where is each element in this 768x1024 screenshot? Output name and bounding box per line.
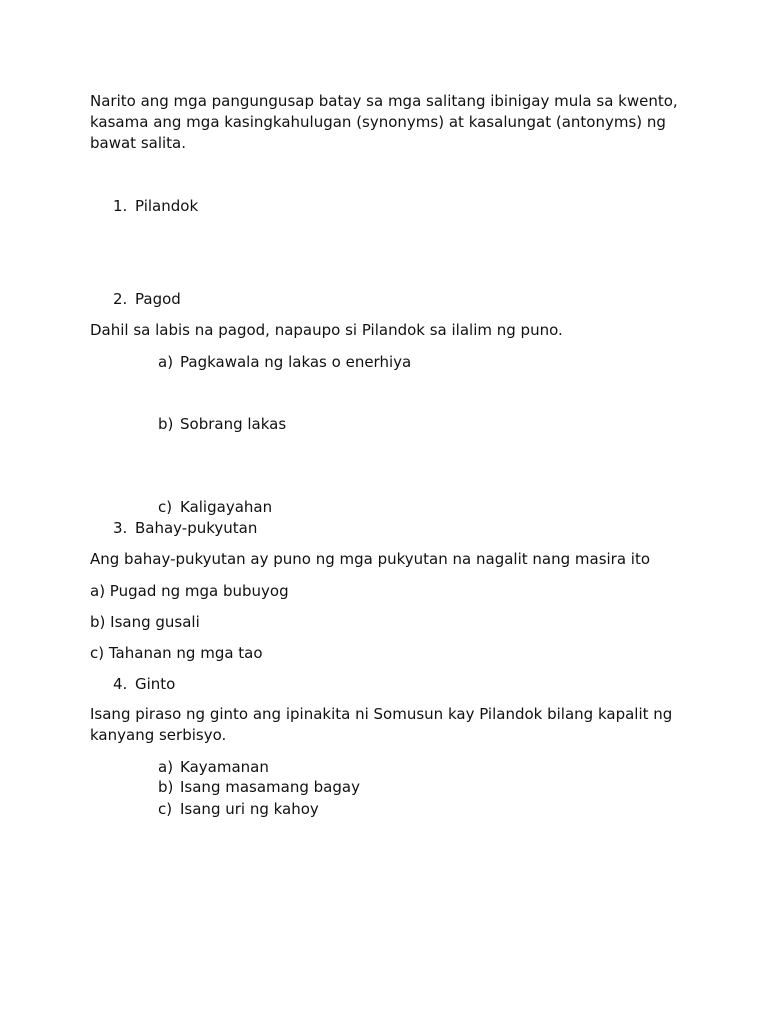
item-number: 2.: [113, 290, 128, 308]
list-item-2: [113, 289, 181, 310]
option-letter: a): [158, 758, 174, 776]
option-a: [158, 352, 411, 373]
option-b: [158, 414, 286, 435]
option-text: Sobrang lakas: [180, 415, 287, 433]
example-sentence: Ang bahay-pukyutan ay puno ng mga pukyutan na nagalit nang masira ito: [90, 550, 651, 568]
option-letter: c): [158, 800, 173, 818]
option-c: [158, 497, 272, 518]
option-a: [158, 757, 269, 778]
option-text: Kaligayahan: [180, 498, 273, 516]
option-text: Isang masamang bagay: [180, 778, 360, 796]
list-item-3: [113, 518, 257, 539]
option-b: b) Isang gusali: [90, 613, 200, 631]
option-text: Isang uri ng kahoy: [180, 800, 319, 818]
example-sentence: Dahil sa labis na pagod, napaupo si Pilandok sa ilalim ng puno.: [90, 321, 563, 339]
item-number: 1.: [113, 197, 128, 215]
item-number: 3.: [113, 519, 128, 537]
option-c: c) Tahanan ng mga tao: [90, 644, 263, 662]
option-text: Kayamanan: [180, 758, 269, 776]
option-c: [158, 799, 319, 820]
intro-paragraph: Narito ang mga pangungusap batay sa mga salitang ibinigay mula sa kwento, kasama ang mga kasingkahulugan (synonyms) at kasalungat (antonyms) ng bawat salita.: [90, 92, 678, 152]
option-letter: c): [158, 498, 173, 516]
option-text: Pagkawala ng lakas o enerhiya: [180, 353, 412, 371]
list-item-4: [113, 674, 175, 695]
item-word: Bahay-pukyutan: [135, 519, 258, 537]
option-letter: b): [158, 778, 174, 796]
option-letter: a): [158, 353, 174, 371]
list-item-1: [113, 196, 198, 217]
option-letter: b): [158, 415, 174, 433]
item-word: Pilandok: [135, 197, 199, 215]
option-b: [158, 777, 360, 798]
item-word: Ginto: [135, 675, 176, 693]
example-sentence: Isang piraso ng ginto ang ipinakita ni Somusun kay Pilandok bilang kapalit ng kanyang serbisyo.: [90, 705, 673, 744]
option-a: a) Pugad ng mga bubuyog: [90, 582, 289, 600]
item-word: Pagod: [135, 290, 181, 308]
item-number: 4.: [113, 675, 128, 693]
